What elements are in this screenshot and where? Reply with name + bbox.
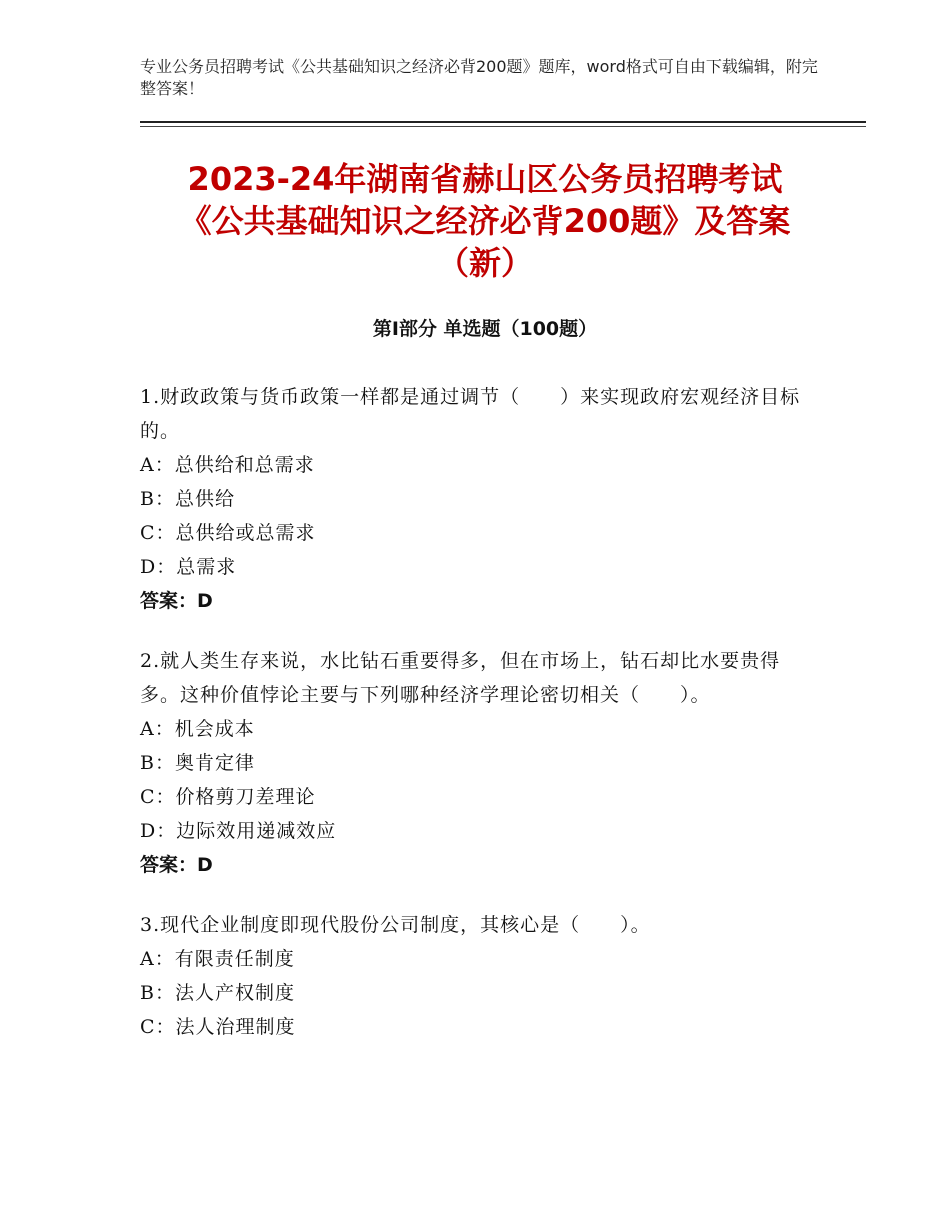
answer: 答案：D	[140, 590, 213, 612]
option-c: C：总供给或总需求	[140, 522, 316, 544]
option-c: C：法人治理制度	[140, 1016, 296, 1038]
question-stem: 3.现代企业制度即现代股份公司制度，其核心是（ ）。	[140, 914, 651, 936]
header-divider-thick	[140, 121, 866, 123]
option-b: B：奥肯定律	[140, 752, 255, 774]
question-3	[140, 908, 810, 1044]
question-stem: 2.就人类生存来说，水比钻石重要得多，但在市场上，钻石却比水要贵得多。这种价值悖论主要与下列哪种经济学理论密切相关（ ）。	[140, 650, 781, 706]
section-heading: 第Ⅰ部分 单选题（100题）	[372, 318, 598, 340]
question-1	[140, 380, 810, 618]
option-b: B：法人产权制度	[140, 982, 295, 1004]
option-d: D：总需求	[140, 556, 237, 578]
title-line-2: 《公共基础知识之经济必背200题》及答案	[179, 202, 791, 240]
header-divider-thin	[140, 126, 866, 127]
option-a: A：有限责任制度	[140, 948, 295, 970]
answer: 答案：D	[140, 854, 213, 876]
title-line-3: （新）	[436, 244, 533, 282]
header-note: 专业公务员招聘考试《公共基础知识之经济必背200题》题库，word格式可自由下载编辑，附完整答案！	[140, 57, 818, 98]
document-title	[120, 158, 850, 284]
question-stem: 1.财政政策与货币政策一样都是通过调节（ ）来实现政府宏观经济目标的。	[140, 386, 801, 442]
question-2	[140, 644, 810, 882]
option-d: D：边际效用递减效应	[140, 820, 337, 842]
question-list	[140, 380, 810, 1070]
option-a: A：总供给和总需求	[140, 454, 315, 476]
option-b: B：总供给	[140, 488, 235, 510]
option-a: A：机会成本	[140, 718, 255, 740]
option-c: C：价格剪刀差理论	[140, 786, 316, 808]
title-line-1: 2023-24年湖南省赫山区公务员招聘考试	[187, 160, 783, 198]
